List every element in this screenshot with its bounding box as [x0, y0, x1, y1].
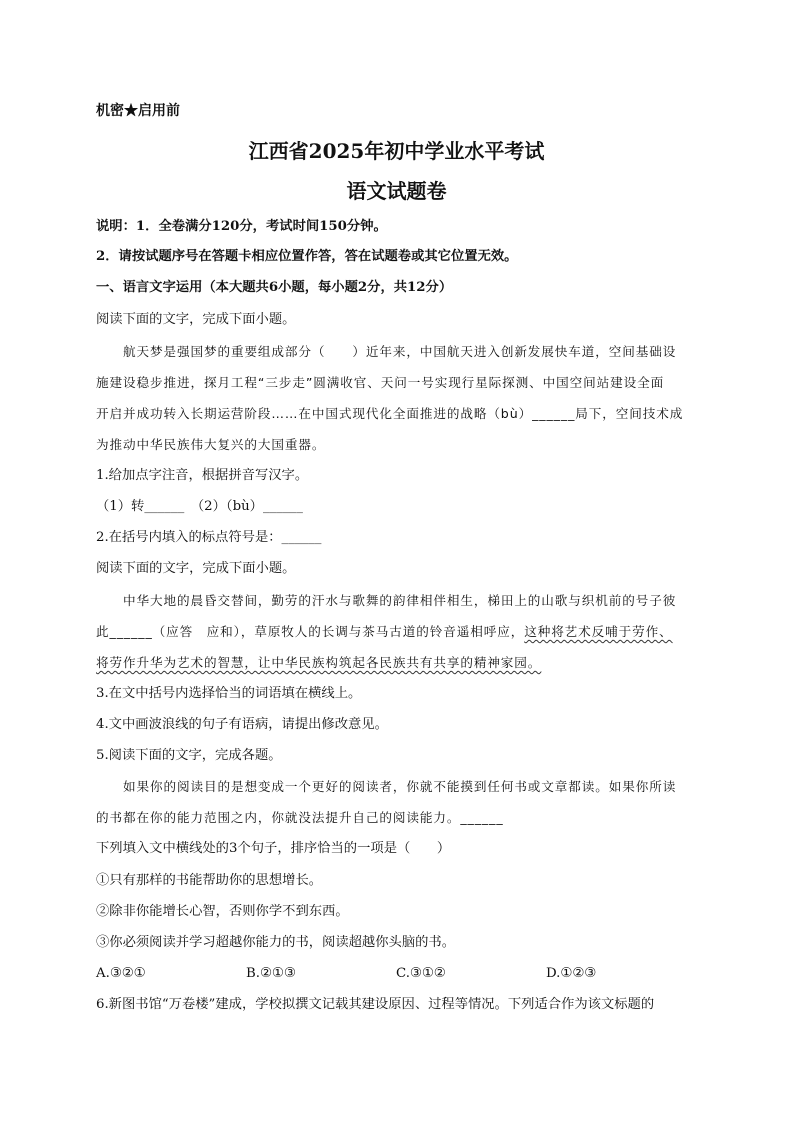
- instructions-line-1: 说明：1．全卷满分120分，考试时间150分钟。: [96, 219, 387, 234]
- passage1-line: 为推动中华民族伟大复兴的大国重器。: [96, 437, 326, 452]
- passage2-line: [96, 654, 696, 672]
- reading-prompt-2: 阅读下面的文字，完成下面小题。: [96, 561, 296, 576]
- passage2-line: [96, 623, 696, 641]
- question-1-blanks: （1）转______ （2）（bù）______: [96, 499, 303, 514]
- question-6: 6.新图书馆“万卷楼”建成，学校拟撰文记载其建设原因、过程等情况。下列适合作为该文标题的: [96, 997, 655, 1012]
- option-d: D.①②③: [546, 966, 597, 981]
- passage2-line: 中华大地的晨昏交替间，勤劳的汗水与歌舞的韵律相伴相生，梯田上的山歌与织机前的号子彼: [123, 593, 677, 608]
- question-2: 2.在括号内填入的标点符号是：______: [96, 530, 322, 545]
- question-5-stem: 下列填入文中横线处的3个句子，排序恰当的一项是（ ）: [96, 841, 451, 856]
- question-3: 3.在文中括号内选择恰当的词语填在横线上。: [96, 686, 362, 701]
- option-c: C.③①②: [396, 966, 446, 981]
- question-1: 1.给加点字注音，根据拼音写汉字。: [96, 468, 309, 483]
- passage1-line: 施建设稳步推进，探月工程“三步走”圆满收官、天问一号实现行星际探测、中国空间站建设全面: [96, 375, 665, 390]
- option-a: A.③②①: [96, 966, 146, 981]
- passage1-line: 开启并成功转入长期运营阶段……在中国式现代化全面推进的战略（bù）______局下，空间技术成: [96, 406, 684, 421]
- question-4: 4.文中画波浪线的句子有语病，请提出修改意见。: [96, 717, 388, 732]
- wavy-underlined-sentence: 将劳作升华为艺术的智慧，让中华民族构筑起各民族共有共享的精神家园。: [96, 655, 542, 670]
- question-5-item: ①只有那样的书能帮助你的思想增长。: [96, 873, 323, 888]
- reading-prompt-1: 阅读下面的文字，完成下面小题。: [96, 312, 296, 327]
- passage2-plain-text: 此______（应答 应和），草原牧人的长调与茶马古道的铃音遥相呼应，: [96, 624, 525, 639]
- passage1-line: 航天梦是强国梦的重要组成部分（ ）近年来，中国航天进入创新发展快车道，空间基础设: [123, 344, 677, 359]
- instructions-line-2: 2．请按试题序号在答题卡相应位置作答，答在试题卷或其它位置无效。: [96, 249, 518, 264]
- question-5: 5.阅读下面的文字，完成各题。: [96, 748, 282, 763]
- wavy-underlined-sentence: 这种将艺术反哺于劳作、: [524, 624, 673, 639]
- exam-title: 江西省2025年初中学业水平考试: [248, 139, 545, 163]
- question-5-item: ③你必须阅读并学习超越你能力的书，阅读超越你头脑的书。: [96, 935, 456, 950]
- exam-subtitle: 语文试题卷: [346, 179, 447, 203]
- option-b: B.②①③: [246, 966, 296, 981]
- passage3-line: 如果你的阅读目的是想变成一个更好的阅读者，你就不能摸到任何书或文章都读。如果你所读: [123, 779, 677, 794]
- question-5-item: ②除非你能增长心智，否则你学不到东西。: [96, 904, 349, 919]
- confidential-label: 机密★启用前: [96, 103, 180, 119]
- question-5-options: [96, 965, 696, 983]
- passage3-line: 的书都在你的能力范围之内，你就没法提升自己的阅读能力。______: [96, 810, 504, 825]
- section-heading: 一、语言文字运用（本大题共6小题，每小题2分，共12分）: [96, 280, 453, 295]
